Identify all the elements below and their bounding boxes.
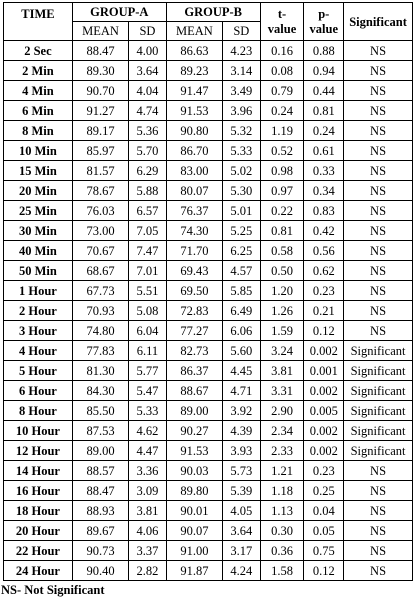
cell-p-value: 0.12 — [304, 321, 344, 341]
cell-p-value: 0.94 — [304, 61, 344, 81]
cell-sd-a: 4.04 — [129, 81, 167, 101]
cell-mean-b: 90.27 — [166, 421, 222, 441]
table-row — [4, 421, 413, 441]
cell-significance: NS — [344, 461, 413, 481]
cell-p-value: 0.25 — [304, 481, 344, 501]
cell-p-value: 0.002 — [304, 421, 344, 441]
cell-time: 10 Min — [4, 141, 73, 161]
cell-sd-b: 5.32 — [223, 121, 261, 141]
table-row — [4, 481, 413, 501]
cell-sd-b: 5.25 — [223, 221, 261, 241]
cell-significance: NS — [344, 61, 413, 81]
cell-sd-a: 3.37 — [129, 541, 167, 561]
cell-p-value: 0.88 — [304, 41, 344, 61]
cell-mean-b: 83.00 — [166, 161, 222, 181]
cell-t-value: 1.18 — [260, 481, 304, 501]
cell-significance: Significant — [344, 361, 413, 381]
cell-mean-b: 90.07 — [166, 521, 222, 541]
cell-t-value: 2.90 — [260, 401, 304, 421]
cell-sd-a: 4.47 — [129, 441, 167, 461]
cell-mean-a: 81.57 — [72, 161, 128, 181]
cell-sd-a: 5.36 — [129, 121, 167, 141]
cell-mean-b: 86.63 — [166, 41, 222, 61]
cell-mean-a: 89.00 — [72, 441, 128, 461]
cell-p-value: 0.33 — [304, 161, 344, 181]
cell-sd-a: 3.36 — [129, 461, 167, 481]
cell-significance: NS — [344, 321, 413, 341]
cell-time: 25 Min — [4, 201, 73, 221]
cell-p-value: 0.34 — [304, 181, 344, 201]
cell-time: 20 Hour — [4, 521, 73, 541]
cell-sd-a: 5.08 — [129, 301, 167, 321]
cell-time: 18 Hour — [4, 501, 73, 521]
cell-sd-a: 5.47 — [129, 381, 167, 401]
cell-t-value: 1.58 — [260, 561, 304, 581]
cell-sd-a: 4.00 — [129, 41, 167, 61]
cell-time: 50 Min — [4, 261, 73, 281]
cell-sd-a: 5.77 — [129, 361, 167, 381]
cell-time: 12 Hour — [4, 441, 73, 461]
header-significant: Significant — [344, 3, 413, 41]
cell-significance: Significant — [344, 381, 413, 401]
cell-p-value: 0.04 — [304, 501, 344, 521]
cell-sd-b: 4.39 — [223, 421, 261, 441]
cell-mean-b: 69.43 — [166, 261, 222, 281]
cell-mean-a: 85.97 — [72, 141, 128, 161]
cell-mean-a: 76.03 — [72, 201, 128, 221]
cell-t-value: 0.52 — [260, 141, 304, 161]
cell-p-value: 0.005 — [304, 401, 344, 421]
cell-significance: NS — [344, 481, 413, 501]
cell-time: 6 Min — [4, 101, 73, 121]
cell-mean-a: 84.30 — [72, 381, 128, 401]
table-row — [4, 321, 413, 341]
data-table-container — [3, 2, 413, 598]
cell-p-value: 0.81 — [304, 101, 344, 121]
cell-sd-b: 4.57 — [223, 261, 261, 281]
cell-time: 15 Min — [4, 161, 73, 181]
cell-mean-a: 91.27 — [72, 101, 128, 121]
cell-time: 6 Hour — [4, 381, 73, 401]
cell-mean-b: 86.70 — [166, 141, 222, 161]
cell-sd-a: 6.29 — [129, 161, 167, 181]
cell-mean-b: 90.01 — [166, 501, 222, 521]
table-row — [4, 341, 413, 361]
cell-mean-a: 78.67 — [72, 181, 128, 201]
table-row — [4, 561, 413, 581]
cell-mean-b: 77.27 — [166, 321, 222, 341]
cell-mean-a: 89.30 — [72, 61, 128, 81]
cell-mean-b: 74.30 — [166, 221, 222, 241]
cell-p-value: 0.23 — [304, 461, 344, 481]
cell-mean-a: 90.40 — [72, 561, 128, 581]
header-mean-b: MEAN — [166, 22, 222, 41]
cell-sd-b: 3.49 — [223, 81, 261, 101]
cell-sd-b: 5.39 — [223, 481, 261, 501]
table-row — [4, 401, 413, 421]
table-row — [4, 501, 413, 521]
cell-time: 8 Hour — [4, 401, 73, 421]
cell-t-value: 0.97 — [260, 181, 304, 201]
cell-mean-a: 73.00 — [72, 221, 128, 241]
header-t-value-line2: value — [267, 21, 297, 36]
cell-sd-b: 6.49 — [223, 301, 261, 321]
cell-significance: NS — [344, 201, 413, 221]
cell-sd-b: 5.73 — [223, 461, 261, 481]
header-mean-a: MEAN — [72, 22, 128, 41]
table-row — [4, 261, 413, 281]
data-table — [3, 2, 413, 581]
header-t-value — [260, 3, 304, 41]
header-group-b: GROUP-B — [166, 3, 260, 22]
cell-sd-a: 7.47 — [129, 241, 167, 261]
cell-p-value: 0.002 — [304, 381, 344, 401]
cell-mean-b: 76.37 — [166, 201, 222, 221]
cell-mean-a: 89.67 — [72, 521, 128, 541]
cell-significance: NS — [344, 101, 413, 121]
cell-significance: NS — [344, 81, 413, 101]
cell-significance: NS — [344, 501, 413, 521]
cell-time: 1 Hour — [4, 281, 73, 301]
cell-t-value: 3.31 — [260, 381, 304, 401]
cell-time: 2 Min — [4, 61, 73, 81]
cell-p-value: 0.002 — [304, 441, 344, 461]
cell-sd-a: 5.70 — [129, 141, 167, 161]
cell-mean-a: 88.47 — [72, 41, 128, 61]
cell-sd-b: 3.14 — [223, 61, 261, 81]
cell-sd-b: 3.17 — [223, 541, 261, 561]
cell-mean-a: 77.83 — [72, 341, 128, 361]
cell-time: 30 Min — [4, 221, 73, 241]
header-p-value-line1: p- — [318, 6, 330, 21]
cell-significance: NS — [344, 561, 413, 581]
table-body — [4, 41, 413, 581]
cell-sd-a: 7.01 — [129, 261, 167, 281]
cell-t-value: 1.20 — [260, 281, 304, 301]
table-header — [4, 3, 413, 41]
cell-significance: NS — [344, 41, 413, 61]
cell-mean-b: 72.83 — [166, 301, 222, 321]
cell-sd-a: 5.51 — [129, 281, 167, 301]
table-row — [4, 381, 413, 401]
cell-time: 40 Min — [4, 241, 73, 261]
cell-t-value: 1.19 — [260, 121, 304, 141]
table-row — [4, 301, 413, 321]
cell-mean-b: 91.87 — [166, 561, 222, 581]
footnote: NS- Not Significant — [1, 583, 105, 597]
cell-significance: Significant — [344, 341, 413, 361]
cell-sd-b: 5.01 — [223, 201, 261, 221]
cell-t-value: 0.30 — [260, 521, 304, 541]
cell-p-value: 0.12 — [304, 561, 344, 581]
cell-p-value: 0.05 — [304, 521, 344, 541]
cell-mean-b: 89.00 — [166, 401, 222, 421]
cell-time: 5 Hour — [4, 361, 73, 381]
cell-sd-b: 4.23 — [223, 41, 261, 61]
header-sd-b: SD — [223, 22, 261, 41]
cell-mean-b: 91.47 — [166, 81, 222, 101]
cell-mean-b: 82.73 — [166, 341, 222, 361]
cell-sd-a: 3.09 — [129, 481, 167, 501]
cell-sd-a: 6.57 — [129, 201, 167, 221]
cell-mean-a: 90.70 — [72, 81, 128, 101]
table-row — [4, 81, 413, 101]
cell-time: 4 Hour — [4, 341, 73, 361]
cell-mean-a: 70.93 — [72, 301, 128, 321]
cell-p-value: 0.62 — [304, 261, 344, 281]
cell-significance: NS — [344, 181, 413, 201]
cell-sd-b: 6.25 — [223, 241, 261, 261]
cell-mean-a: 67.73 — [72, 281, 128, 301]
cell-p-value: 0.83 — [304, 201, 344, 221]
cell-significance: NS — [344, 261, 413, 281]
cell-time: 2 Sec — [4, 41, 73, 61]
table-row — [4, 441, 413, 461]
cell-t-value: 3.24 — [260, 341, 304, 361]
cell-sd-b: 3.92 — [223, 401, 261, 421]
header-time: TIME — [4, 3, 73, 41]
table-row — [4, 141, 413, 161]
cell-significance: NS — [344, 301, 413, 321]
cell-significance: NS — [344, 121, 413, 141]
cell-t-value: 0.36 — [260, 541, 304, 561]
cell-significance: NS — [344, 221, 413, 241]
cell-sd-b: 6.06 — [223, 321, 261, 341]
cell-significance: NS — [344, 521, 413, 541]
table-row — [4, 361, 413, 381]
table-row — [4, 161, 413, 181]
cell-mean-a: 87.53 — [72, 421, 128, 441]
cell-sd-b: 5.02 — [223, 161, 261, 181]
cell-time: 10 Hour — [4, 421, 73, 441]
cell-t-value: 0.79 — [260, 81, 304, 101]
cell-sd-a: 5.88 — [129, 181, 167, 201]
cell-sd-b: 5.60 — [223, 341, 261, 361]
cell-significance: Significant — [344, 401, 413, 421]
header-group-a: GROUP-A — [72, 3, 166, 22]
table-row — [4, 201, 413, 221]
cell-sd-b: 4.05 — [223, 501, 261, 521]
cell-sd-a: 3.64 — [129, 61, 167, 81]
cell-sd-b: 3.96 — [223, 101, 261, 121]
cell-time: 20 Min — [4, 181, 73, 201]
cell-mean-b: 89.80 — [166, 481, 222, 501]
cell-significance: NS — [344, 541, 413, 561]
cell-t-value: 0.50 — [260, 261, 304, 281]
cell-t-value: 1.26 — [260, 301, 304, 321]
cell-t-value: 0.24 — [260, 101, 304, 121]
cell-time: 2 Hour — [4, 301, 73, 321]
table-row — [4, 221, 413, 241]
cell-t-value: 0.22 — [260, 201, 304, 221]
cell-significance: NS — [344, 161, 413, 181]
cell-p-value: 0.56 — [304, 241, 344, 261]
cell-mean-b: 91.00 — [166, 541, 222, 561]
cell-p-value: 0.21 — [304, 301, 344, 321]
cell-mean-a: 70.67 — [72, 241, 128, 261]
cell-time: 22 Hour — [4, 541, 73, 561]
cell-significance: Significant — [344, 441, 413, 461]
table-row — [4, 181, 413, 201]
cell-mean-b: 91.53 — [166, 441, 222, 461]
cell-t-value: 2.33 — [260, 441, 304, 461]
cell-sd-a: 4.06 — [129, 521, 167, 541]
table-row — [4, 61, 413, 81]
cell-mean-a: 88.57 — [72, 461, 128, 481]
cell-t-value: 0.16 — [260, 41, 304, 61]
cell-sd-b: 5.33 — [223, 141, 261, 161]
cell-mean-a: 88.47 — [72, 481, 128, 501]
cell-p-value: 0.61 — [304, 141, 344, 161]
cell-sd-b: 3.64 — [223, 521, 261, 541]
cell-sd-a: 4.62 — [129, 421, 167, 441]
cell-time: 3 Hour — [4, 321, 73, 341]
cell-time: 24 Hour — [4, 561, 73, 581]
cell-sd-b: 5.30 — [223, 181, 261, 201]
cell-mean-a: 85.50 — [72, 401, 128, 421]
table-row — [4, 541, 413, 561]
cell-sd-a: 6.11 — [129, 341, 167, 361]
header-row-group — [4, 3, 413, 22]
table-row — [4, 101, 413, 121]
cell-p-value: 0.002 — [304, 341, 344, 361]
cell-mean-b: 89.23 — [166, 61, 222, 81]
cell-mean-b: 80.07 — [166, 181, 222, 201]
cell-mean-b: 91.53 — [166, 101, 222, 121]
cell-time: 8 Min — [4, 121, 73, 141]
cell-mean-b: 88.67 — [166, 381, 222, 401]
cell-time: 16 Hour — [4, 481, 73, 501]
cell-mean-a: 74.80 — [72, 321, 128, 341]
cell-t-value: 1.21 — [260, 461, 304, 481]
cell-p-value: 0.23 — [304, 281, 344, 301]
cell-sd-b: 4.24 — [223, 561, 261, 581]
cell-mean-b: 71.70 — [166, 241, 222, 261]
header-sd-a: SD — [129, 22, 167, 41]
cell-sd-a: 3.81 — [129, 501, 167, 521]
cell-significance: Significant — [344, 421, 413, 441]
cell-sd-b: 4.71 — [223, 381, 261, 401]
cell-significance: NS — [344, 281, 413, 301]
table-row — [4, 281, 413, 301]
table-row — [4, 241, 413, 261]
cell-mean-b: 90.03 — [166, 461, 222, 481]
cell-mean-a: 68.67 — [72, 261, 128, 281]
cell-t-value: 3.81 — [260, 361, 304, 381]
cell-t-value: 1.59 — [260, 321, 304, 341]
header-p-value — [304, 3, 344, 41]
cell-mean-b: 90.80 — [166, 121, 222, 141]
header-t-value-line1: t- — [277, 6, 287, 21]
cell-t-value: 2.34 — [260, 421, 304, 441]
table-row — [4, 121, 413, 141]
cell-sd-a: 4.74 — [129, 101, 167, 121]
header-p-value-line2: value — [309, 21, 338, 36]
cell-t-value: 1.13 — [260, 501, 304, 521]
cell-p-value: 0.44 — [304, 81, 344, 101]
cell-significance: NS — [344, 141, 413, 161]
cell-sd-b: 5.85 — [223, 281, 261, 301]
cell-time: 4 Min — [4, 81, 73, 101]
cell-p-value: 0.001 — [304, 361, 344, 381]
cell-p-value: 0.75 — [304, 541, 344, 561]
cell-sd-a: 6.04 — [129, 321, 167, 341]
table-row — [4, 41, 413, 61]
table-row — [4, 461, 413, 481]
cell-sd-b: 4.45 — [223, 361, 261, 381]
cell-mean-a: 88.93 — [72, 501, 128, 521]
cell-mean-a: 89.17 — [72, 121, 128, 141]
cell-t-value: 0.08 — [260, 61, 304, 81]
cell-mean-b: 86.37 — [166, 361, 222, 381]
cell-t-value: 0.81 — [260, 221, 304, 241]
cell-p-value: 0.42 — [304, 221, 344, 241]
cell-sd-b: 3.93 — [223, 441, 261, 461]
cell-mean-b: 69.50 — [166, 281, 222, 301]
cell-significance: NS — [344, 241, 413, 261]
table-row — [4, 521, 413, 541]
cell-mean-a: 81.30 — [72, 361, 128, 381]
cell-p-value: 0.24 — [304, 121, 344, 141]
cell-sd-a: 5.33 — [129, 401, 167, 421]
cell-time: 14 Hour — [4, 461, 73, 481]
cell-sd-a: 7.05 — [129, 221, 167, 241]
cell-mean-a: 90.73 — [72, 541, 128, 561]
cell-t-value: 0.58 — [260, 241, 304, 261]
cell-t-value: 0.98 — [260, 161, 304, 181]
cell-sd-a: 2.82 — [129, 561, 167, 581]
